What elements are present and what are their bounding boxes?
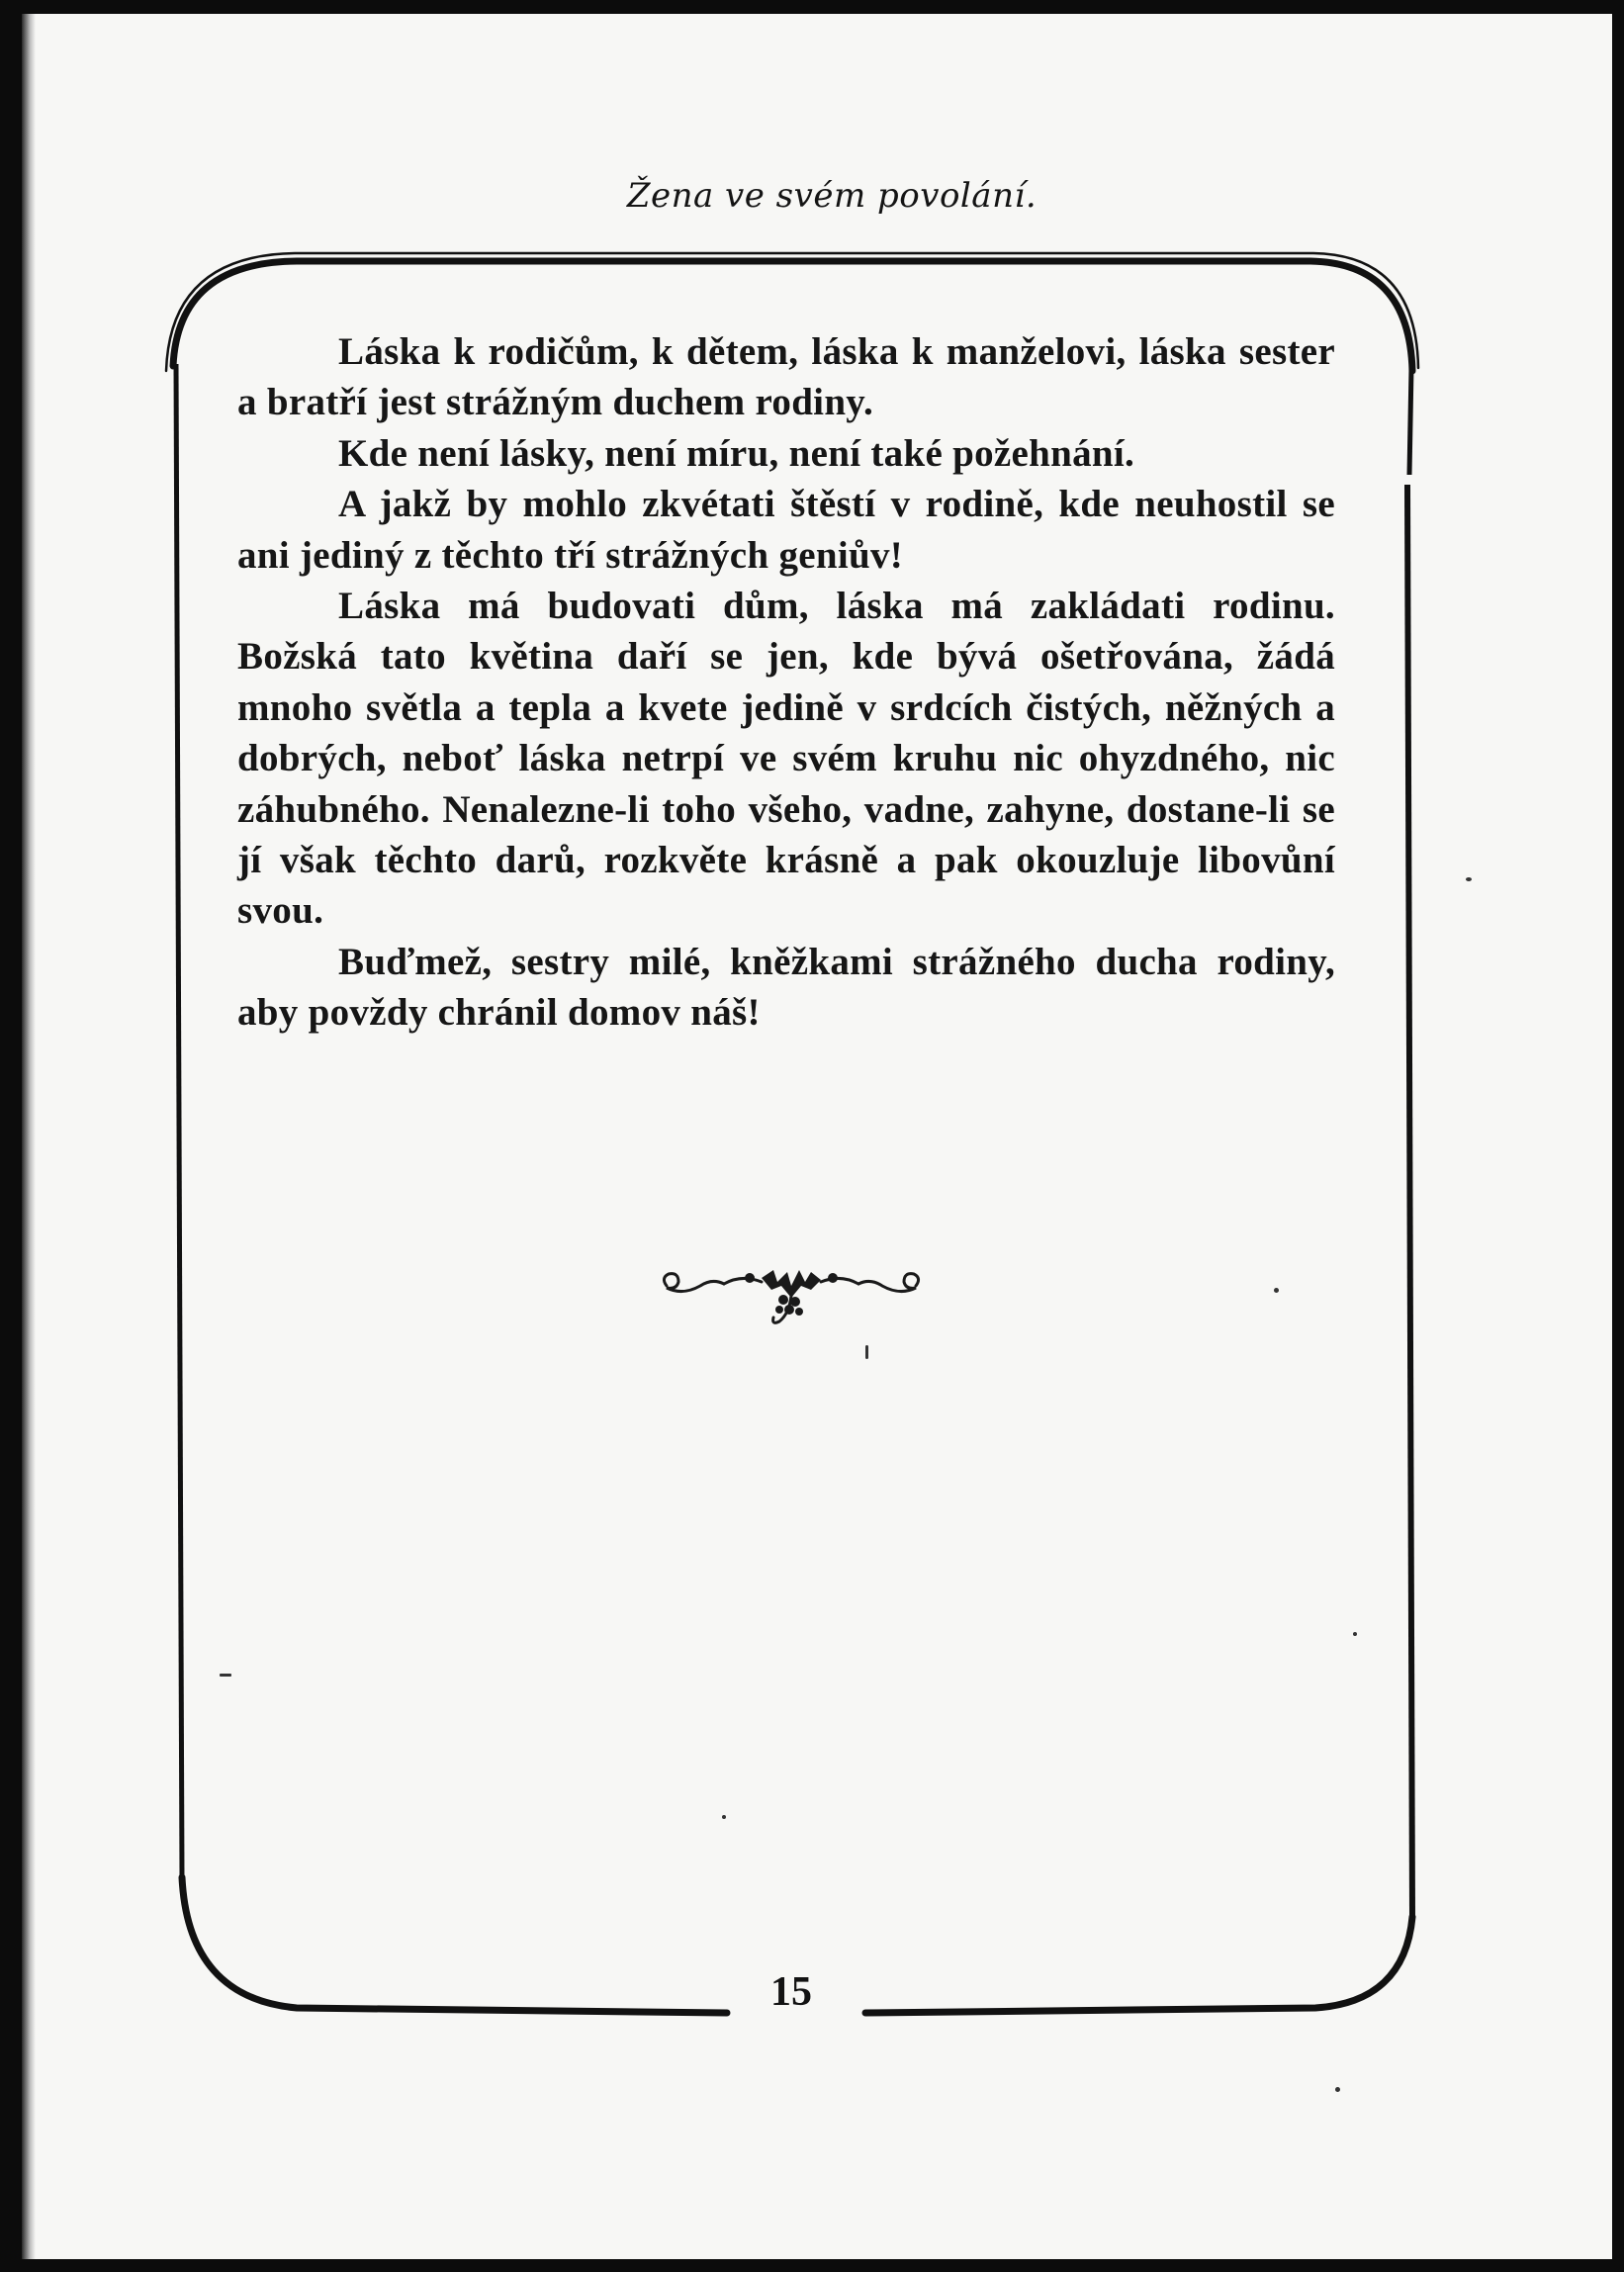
scan-speck [1353,1632,1357,1636]
paragraph: Buďmež, sestry milé, kněžkami strážného ducha rodiny, aby povždy chránil domov náš! [237,940,1335,1035]
page-number: 15 [752,1968,831,2016]
scan-speck [1335,2087,1340,2092]
paragraph: Kde není lásky, není míru, není také požehnání. [338,431,1135,475]
scan-speck [865,1345,868,1359]
floral-vignette-icon [653,1256,930,1335]
scan-speck [722,1815,726,1819]
paragraph: Láska k rodičům, k dětem, láska k manželovi, láska sester a bratří jest strážným duchem rodiny. [237,330,1335,424]
scan-speck [220,1674,231,1677]
paragraph: A jakž by mohlo zkvétati štěstí v rodině, kde neuhostil se ani jediný z těchto tří strážných geniův! [237,483,1335,577]
scan-speck [1274,1288,1279,1293]
scan-speck [1466,877,1472,881]
running-title: Žena ve svém povolání. [626,176,1038,216]
body-text [237,326,1335,1039]
paragraph: Láska má budovati dům, láska má zakládati rodinu. Božská tato květina daří se jen, kde bývá ošetřována, žádá mnoho světla a tepla a kvete jedině v srdcích čistých, něžných a dobrých, neboť láska netrpí ve svém kruhu nic ohyzdného, nic záhubného. Nenalezne-li toho všeho, vadne, zahyne, dostane-li se jí však těchto darů, rozkvěte krásně a pak okouzluje libovůní svou. [237,585,1335,933]
